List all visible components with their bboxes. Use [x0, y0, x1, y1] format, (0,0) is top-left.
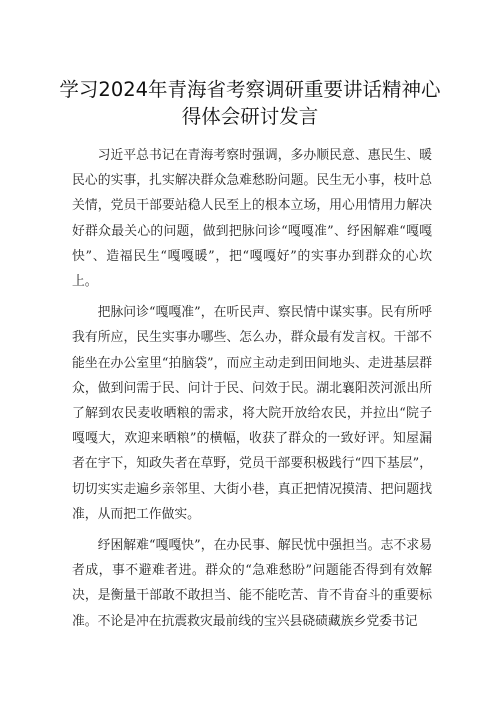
body-paragraph: 习近平总书记在青海考察时强调，多办顺民意、惠民生、暖民心的实事，扎实解决群众急难愁盼问题。民生无小事，枝叶总关情，党员干部要站稳人民至上的根本立场，用心用情用力解决好群众最关心的问题，做到把脉问诊“嘎嘎准”、纾困解难“嘎嘎快”、造福民生“嘎嘎暖”，把“嘎嘎好”的实事办到群众的心坎上。 — [72, 148, 432, 290]
document-title: 学习2024年青海省考察调研重要讲话精神心得体会研讨发言 — [59, 78, 441, 128]
body-paragraph: 纾困解难“嘎嘎快”，在办民事、解民忧中强担当。志不求易者成，事不避难者进。群众的“急难愁盼”问题能否得到有效解决，是衡量干部敢不敢担当、能不能吃苦、肯不肯奋斗的重要标准。不论是冲在抗震救灾最前线的宝兴县硗碛藏族乡党委书记 — [72, 538, 432, 629]
document-body — [72, 143, 432, 640]
body-paragraph: 把脉问诊“嘎嘎准”，在听民声、察民情中谋实事。民有所呼我有所应，民生实事办哪些、怎么办，群众最有发言权。干部不能坐在办公室里“拍脑袋”，而应主动走到田间地头、走进基层群众，做到问需于民、问计于民、问效于民。湖北襄阳茨河派出所了解到农民麦收晒粮的需求，将大院开放给农民，并拉出“院子嘎嘎大，欢迎来晒粮”的横幅，收获了群众的一致好评。知屋漏者在宇下，知政失者在草野，党员干部要积极践行“四下基层”，切切实实走遍乡亲邻里、大街小巷，真正把情况摸清、把问题找准，从而把工作做实。 — [72, 305, 432, 522]
